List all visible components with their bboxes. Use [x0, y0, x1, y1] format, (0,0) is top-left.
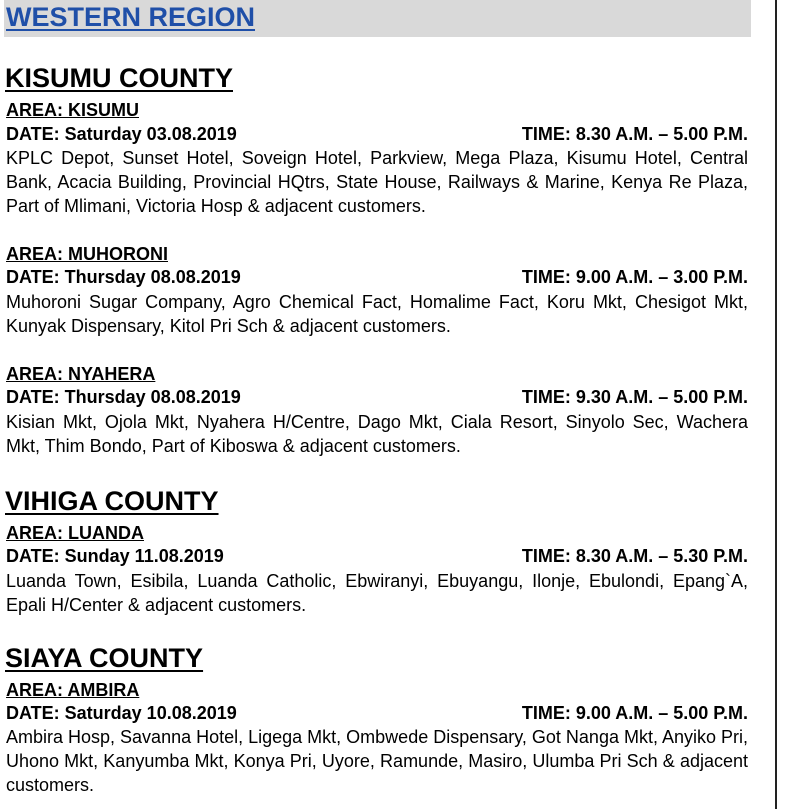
places-luanda: Luanda Town, Esibila, Luanda Catholic, Ebwiranyi, Ebuyangu, Ilonje, Ebulondi, Epang`A, Epali H/Center & adjacent customers.: [6, 571, 748, 615]
area-heading-ambira: AREA: AMBIRA: [6, 680, 140, 700]
date-ambira: DATE: Saturday 10.08.2019: [6, 703, 237, 723]
time-nyahera: TIME: 9.30 A.M. – 5.00 P.M.: [521, 387, 748, 407]
area-heading-nyahera: AREA: NYAHERA: [6, 364, 156, 384]
places-muhoroni: Muhoroni Sugar Company, Agro Chemical Fact, Homalime Fact, Koru Mkt, Chesigot Mkt, Kunyak Dispensary, Kitol Pri Sch & adjacent customers.: [6, 292, 748, 336]
time-ambira: TIME: 9.00 A.M. – 5.00 P.M.: [521, 703, 748, 723]
date-muhoroni: DATE: Thursday 08.08.2019: [6, 267, 241, 287]
date-kisumu: DATE: Saturday 03.08.2019: [6, 124, 237, 144]
region-title: WESTERN REGION: [6, 2, 256, 32]
area-heading-kisumu: AREA: KISUMU: [6, 100, 139, 120]
area-heading-muhoroni: AREA: MUHORONI: [6, 244, 168, 264]
places-nyahera: Kisian Mkt, Ojola Mkt, Nyahera H/Centre, Dago Mkt, Ciala Resort, Sinyolo Sec, Wachera Mkt, Thim Bondo, Part of Kiboswa & adjacent customers.: [6, 412, 748, 456]
time-kisumu: TIME: 8.30 A.M. – 5.00 P.M.: [521, 124, 748, 144]
places-ambira: Ambira Hosp, Savanna Hotel, Ligega Mkt, Ombwede Dispensary, Got Nanga Mkt, Anyiko Pri, Uhono Mkt, Kanyumba Mkt, Konya Pri, Uyore, Ramunde, Masiro, Ulumba Pri Sch & adjacent customers.: [6, 727, 748, 795]
places-kisumu: KPLC Depot, Sunset Hotel, Soveign Hotel, Parkview, Mega Plaza, Kisumu Hotel, Central Bank, Acacia Building, Provincial HQtrs, State House, Railways & Marine, Kenya Re Plaza, Part of Mlimani, Victoria Hosp & adjacent customers.: [6, 148, 748, 216]
date-nyahera: DATE: Thursday 08.08.2019: [6, 387, 241, 407]
area-heading-luanda: AREA: LUANDA: [6, 523, 144, 543]
date-luanda: DATE: Sunday 11.08.2019: [6, 546, 224, 566]
page-border-line: [775, 0, 777, 809]
time-luanda: TIME: 8.30 A.M. – 5.30 P.M.: [521, 546, 748, 566]
county-title-vihiga: VIHIGA COUNTY: [5, 486, 219, 516]
time-muhoroni: TIME: 9.00 A.M. – 3.00 P.M.: [521, 267, 748, 287]
county-title-kisumu: KISUMU COUNTY: [5, 63, 233, 93]
county-title-siaya: SIAYA COUNTY: [5, 643, 204, 673]
